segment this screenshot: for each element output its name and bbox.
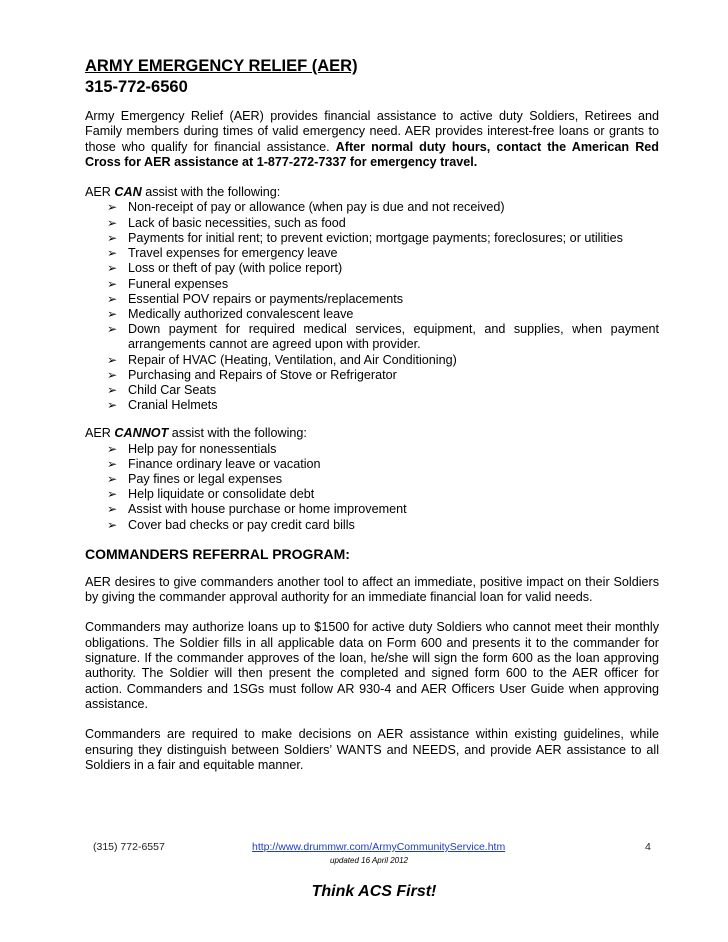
page-number: 4 bbox=[645, 841, 651, 853]
list-item bbox=[107, 517, 659, 533]
arrow-bullet-icon: ➢ bbox=[107, 517, 118, 532]
document-body bbox=[85, 56, 659, 773]
arrow-bullet-icon: ➢ bbox=[107, 230, 118, 245]
footer-link[interactable]: http://www.drummwr.com/ArmyCommunityService.htm bbox=[252, 841, 506, 853]
list-item-text: Pay fines or legal expenses bbox=[128, 472, 283, 487]
list-item bbox=[107, 200, 659, 215]
aer-phone: 315-772-6560 bbox=[85, 78, 188, 96]
cannot-list bbox=[85, 442, 659, 533]
list-item bbox=[107, 215, 659, 231]
list-item-text: Cranial Helmets bbox=[128, 398, 218, 413]
arrow-bullet-icon: ➢ bbox=[107, 487, 118, 502]
cannot-prefix: AER bbox=[85, 426, 115, 441]
list-item bbox=[107, 261, 659, 276]
referral-heading: COMMANDERS REFERRAL PROGRAM: bbox=[85, 545, 350, 562]
list-item-text: Lack of basic necessities, such as food bbox=[128, 215, 346, 230]
list-item-text: Essential POV repairs or payments/replacements bbox=[128, 291, 404, 306]
arrow-bullet-icon: ➢ bbox=[107, 352, 118, 367]
cannot-keyword: CANNOT bbox=[114, 426, 169, 441]
can-intro bbox=[85, 185, 659, 200]
intro-paragraph bbox=[85, 109, 659, 170]
arrow-bullet-icon: ➢ bbox=[107, 261, 118, 276]
can-keyword: CAN bbox=[114, 185, 142, 200]
arrow-bullet-icon: ➢ bbox=[107, 398, 118, 413]
arrow-bullet-icon: ➢ bbox=[107, 472, 118, 487]
list-item-text: Cover bad checks or pay credit card bills bbox=[128, 517, 355, 532]
list-item-text: Finance ordinary leave or vacation bbox=[128, 456, 321, 471]
referral-paragraph-1: AER desires to give commanders another tool to affect an immediate, positive impact on their Soldiers by giving the commander approval authority for an immediate financial loan for valid needs. bbox=[85, 574, 659, 605]
referral-paragraph-3: Commanders are required to make decisions on AER assistance within existing guidelines, while ensuring they distinguish between Soldiers’ WANTS and NEEDS, and provide AER assistance to all Soldiers in a fair and equitable manner. bbox=[85, 727, 659, 772]
list-item bbox=[107, 441, 659, 457]
intro-text: Army Emergency Relief (AER) provides financial assistance to active duty Soldiers, Retirees and Family members during times of valid emergency need. AER provides interest-free loans or grants to those who qualify for financial assistance. bbox=[85, 109, 659, 154]
list-item-text: Medically authorized convalescent leave bbox=[128, 306, 354, 321]
list-item bbox=[107, 322, 659, 352]
arrow-bullet-icon: ➢ bbox=[107, 502, 118, 517]
list-item-text: Help pay for nonessentials bbox=[128, 441, 277, 456]
intro-bold-text: After normal duty hours, contact the American Red Cross for AER assistance at 1-877-272-7337 for emergency travel. bbox=[85, 139, 659, 169]
list-item bbox=[107, 502, 659, 517]
list-item bbox=[107, 352, 659, 368]
list-item-text: Purchasing and Repairs of Stove or Refrigerator bbox=[128, 367, 397, 382]
arrow-bullet-icon: ➢ bbox=[107, 456, 118, 471]
list-item bbox=[107, 382, 659, 398]
arrow-bullet-icon: ➢ bbox=[107, 291, 118, 306]
arrow-bullet-icon: ➢ bbox=[107, 306, 118, 321]
cannot-intro bbox=[85, 426, 659, 441]
list-item bbox=[107, 456, 659, 472]
list-item-text: Loss or theft of pay (with police report) bbox=[128, 261, 343, 276]
arrow-bullet-icon: ➢ bbox=[107, 200, 118, 215]
arrow-bullet-icon: ➢ bbox=[107, 441, 118, 456]
cannot-suffix: assist with the following: bbox=[168, 426, 307, 441]
can-suffix: assist with the following: bbox=[141, 185, 281, 200]
footer-phone: (315) 772-6557 bbox=[93, 841, 165, 853]
list-item-text: Travel expenses for emergency leave bbox=[128, 246, 338, 261]
arrow-bullet-icon: ➢ bbox=[107, 322, 118, 337]
arrow-bullet-icon: ➢ bbox=[107, 246, 118, 261]
list-item bbox=[107, 472, 659, 487]
list-item-text: Repair of HVAC (Heating, Ventilation, and Air Conditioning) bbox=[128, 352, 457, 367]
list-item-text: Non-receipt of pay or allowance (when pay is due and not received) bbox=[128, 200, 505, 215]
list-item-text: Assist with house purchase or home improvement bbox=[128, 502, 407, 517]
arrow-bullet-icon: ➢ bbox=[107, 276, 118, 291]
list-item-text: Funeral expenses bbox=[128, 276, 229, 291]
can-prefix: AER bbox=[85, 185, 115, 200]
referral-paragraph-2: Commanders may authorize loans up to $1500 for active duty Soldiers who cannot meet their monthly obligations. The Soldier fills in all applicable data on Form 600 and presents it to the commander for signature. If the commander approves of the loan, he/she will sign the form 600 as the loan approving authority. The Soldier will then present the completed and signed form 600 to the AER officer for action. Commanders and 1SGs must follow AR 930-4 and AER Officers User Guide when approving assistance. bbox=[85, 620, 659, 711]
list-item bbox=[107, 367, 659, 383]
arrow-bullet-icon: ➢ bbox=[107, 382, 118, 397]
page-title: ARMY EMERGENCY RELIEF (AER) bbox=[85, 57, 358, 75]
list-item bbox=[107, 306, 659, 322]
list-item bbox=[107, 291, 659, 307]
list-item bbox=[107, 246, 659, 261]
can-list bbox=[85, 200, 659, 413]
arrow-bullet-icon: ➢ bbox=[107, 367, 118, 382]
list-item-text: Help liquidate or consolidate debt bbox=[128, 487, 315, 502]
list-item-text: Payments for initial rent; to prevent eviction; mortgage payments; foreclosures; or utilities bbox=[128, 230, 623, 245]
footer-updated: updated 16 April 2012 bbox=[330, 856, 408, 865]
list-item bbox=[107, 398, 659, 413]
list-item-text: Child Car Seats bbox=[128, 382, 217, 397]
footer-slogan: Think ACS First! bbox=[311, 883, 437, 900]
arrow-bullet-icon: ➢ bbox=[107, 215, 118, 230]
list-item bbox=[107, 487, 659, 502]
list-item bbox=[107, 230, 659, 246]
list-item-text: Down payment for required medical services, equipment, and supplies, when payment arrangements cannot are agreed upon with provider. bbox=[128, 322, 659, 352]
list-item bbox=[107, 276, 659, 292]
